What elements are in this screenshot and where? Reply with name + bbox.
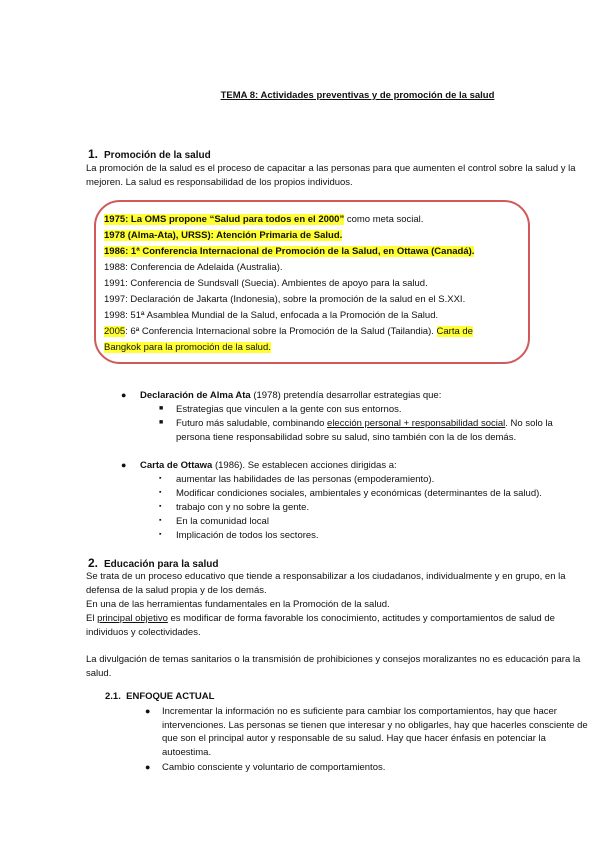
- timeline-highlight: 1986: 1ª Conferencia Internacional de Promoción de la Salud, en Ottawa (Canadá).: [104, 246, 475, 257]
- bullet-icon: ●: [121, 390, 127, 400]
- ottawa-line: [140, 459, 397, 473]
- section-2-heading: [88, 556, 219, 570]
- timeline-line: 1997: Declaración de Jakarta (Indonesia), sobre la promoción de la salud en el S.XXI.: [104, 294, 466, 305]
- subsection-heading: [105, 691, 214, 702]
- section-2-p1: Se trata de un proceso educativo que tiende a responsabilizar a los ciudadanos, individualmente y en grupo, en la defensa de la salud propia y de los demás.: [86, 571, 566, 596]
- subsection-title: ENFOQUE ACTUAL: [126, 691, 215, 702]
- section-1-title: Promoción de la salud: [104, 150, 211, 161]
- alma-ata-item-cont: persona tiene responsabilidad sobre su salud, sino también con la de los demás.: [176, 432, 517, 443]
- ottawa-item: Modificar condiciones sociales, ambientales y económicas (determinantes de la salud).: [176, 488, 542, 499]
- section-2-p3: [86, 612, 596, 639]
- section-2-number: 2.: [88, 556, 99, 570]
- alma-ata-line: [140, 389, 441, 403]
- enfoque-item: Incrementar la información no es suficiente para cambiar los comportamientos, hay que hacer intervenciones. Las personas se tienen que interesar y no obligarles, hay que hacerles consciente de que son el principal autor y responsable de su salud. Hay que hacer énfasis en potenciar la autoestima.: [162, 706, 588, 758]
- p3-underlined: principal objetivo: [97, 613, 168, 624]
- item-underlined: elección personal + responsabilidad social: [327, 418, 506, 429]
- page-title: TEMA 8: Actividades preventivas y de promoción de la salud: [220, 90, 495, 101]
- ottawa-item: trabajo con y no sobre la gente.: [176, 502, 310, 513]
- ottawa-item: Implicación de todos los sectores.: [176, 530, 319, 541]
- timeline-line: [104, 212, 524, 228]
- p3-text: es modificar de forma favorable los conocimiento, actitudes y comportamientos de salud de individuos y colectividades.: [86, 613, 555, 638]
- timeline-text: como meta social.: [344, 214, 424, 225]
- alma-ata-item: [176, 417, 596, 431]
- section-2-p2: En una de las herramientas fundamentales en la Promoción de la salud.: [86, 599, 390, 610]
- p3-text: El: [86, 613, 98, 624]
- sub-bullet-icon: ▪: [159, 517, 162, 524]
- sub-bullet-icon: ■: [159, 419, 164, 426]
- alma-ata-text: (1978) pretendía desarrollar estrategias que:: [250, 390, 442, 401]
- bullet-icon: ●: [121, 460, 127, 470]
- sub-bullet-icon: ▪: [159, 475, 162, 482]
- section-2-title: Educación para la salud: [104, 559, 219, 570]
- ottawa-label: Carta de Ottawa: [140, 460, 213, 471]
- timeline-highlight: 2005: [104, 326, 126, 337]
- section-1-intro: La promoción de la salud es el proceso de capacitar a las personas para que aumenten el control sobre la salud y la mejoren. La salud es responsabilidad de los propios individuos.: [86, 163, 576, 188]
- timeline-line: [104, 340, 524, 356]
- section-1-number: 1.: [88, 147, 99, 161]
- ottawa-item: aumentar las habilidades de las personas (empoderamiento).: [176, 474, 435, 485]
- sub-bullet-icon: ▪: [159, 503, 162, 510]
- bullet-icon: ●: [145, 706, 151, 716]
- sub-bullet-icon: ▪: [159, 489, 162, 496]
- alma-ata-item: Estrategias que vinculen a la gente con sus entornos.: [176, 404, 402, 415]
- timeline-line: [104, 228, 524, 244]
- enfoque-item: Cambio consciente y voluntario de comportamientos.: [162, 762, 386, 773]
- sub-bullet-icon: ▪: [159, 531, 162, 538]
- bullet-icon: ●: [145, 762, 151, 772]
- timeline-highlight: Carta de: [436, 326, 473, 337]
- sub-bullet-icon: ■: [159, 405, 164, 412]
- timeline-highlight: 1978 (Alma-Ata), URSS): Atención Primaria de Salud.: [104, 230, 343, 241]
- timeline-line: 1998: 51ª Asamblea Mundial de la Salud, enfocada a la Promoción de la Salud.: [104, 310, 439, 321]
- ottawa-text: (1986). Se establecen acciones dirigidas a:: [212, 460, 397, 471]
- ottawa-item: En la comunidad local: [176, 516, 269, 527]
- timeline-line: 1988: Conferencia de Adelaida (Australia).: [104, 262, 283, 273]
- alma-ata-label: Declaración de Alma Ata: [140, 390, 251, 401]
- item-text: . No solo la: [505, 418, 553, 429]
- subsection-number: 2.1.: [105, 691, 121, 702]
- section-1-heading: [88, 147, 211, 161]
- item-text: Futuro más saludable, combinando: [176, 418, 328, 429]
- timeline-line: [104, 244, 524, 260]
- timeline-text: : 6ª Conferencia Internacional sobre la Promoción de la Salud (Tailandia).: [125, 326, 437, 337]
- timeline-list: [104, 212, 524, 356]
- timeline-line: 1991: Conferencia de Sundsvall (Suecia). Ambientes de apoyo para la salud.: [104, 278, 428, 289]
- timeline-line: [104, 324, 524, 340]
- section-2-p4: La divulgación de temas sanitarios o la transmisión de prohibiciones y consejos moralizantes no es educación para la salud.: [86, 654, 581, 679]
- timeline-highlight: Bangkok para la promoción de la salud.: [104, 342, 271, 353]
- timeline-highlight: 1975: La OMS propone “Salud para todos en el 2000”: [104, 214, 345, 225]
